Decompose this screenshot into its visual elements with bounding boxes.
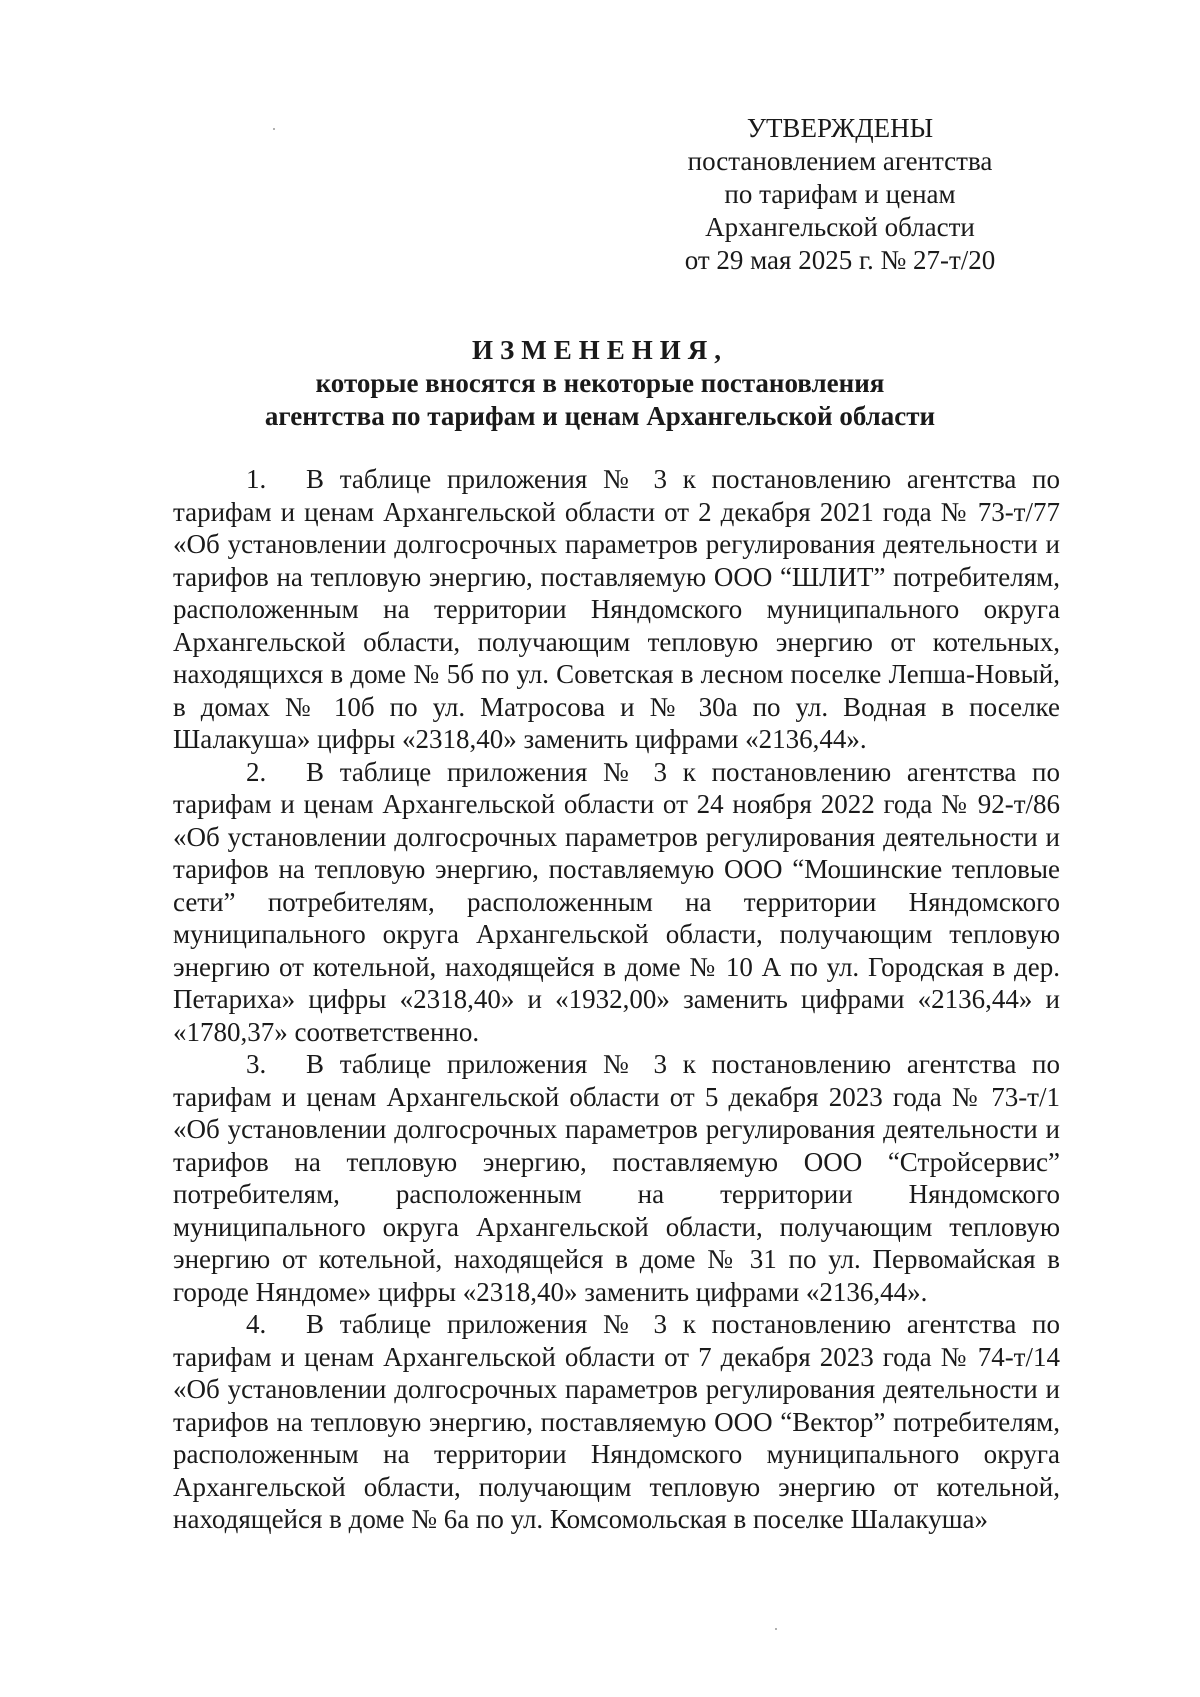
item-number: 2. — [246, 756, 267, 787]
approval-line: Архангельской области — [705, 212, 975, 242]
list-item — [173, 1308, 1060, 1536]
approval-heading: УТВЕРЖДЕНЫ — [746, 113, 934, 143]
title-subtitle: которые вносятся в некоторые постановления — [315, 368, 885, 398]
approval-stamp — [640, 112, 1040, 277]
title-subtitle: агентства по тарифам и ценам Архангельской области — [264, 401, 936, 431]
approval-line: постановлением агентства — [687, 146, 993, 176]
item-number: 4. — [246, 1309, 267, 1339]
item-text: В таблице приложения № 3 к постановлению агентства по тарифам и ценам Архангельской области от 7 декабря 2023 года № 74-т/14 «Об установлении долгосрочных параметров регулирования деятельности и тарифов на тепловую энергию, поставляемую ООО “Вектор” потребителям, расположенным на территории Няндомского муниципального округа Архангельской области, получающим тепловую энергию от котельной, находящейся в доме № 6а по ул. Комсомольская в поселке Шалакуша» — [173, 1309, 1060, 1534]
approval-line: по тарифам и ценам — [724, 179, 956, 209]
item-number: 3. — [246, 1049, 267, 1079]
list-item — [173, 1048, 1060, 1308]
list-item — [173, 463, 1060, 756]
item-number: 1. — [246, 464, 267, 494]
scan-speck — [775, 1628, 777, 1630]
document-body — [173, 463, 1060, 1536]
approval-date-number: от 29 мая 2025 г. № 27-т/20 — [684, 245, 996, 275]
item-text: В таблице приложения № 3 к постановлению агентства по тарифам и ценам Архангельской области от 5 декабря 2023 года № 73-т/1 «Об установлении долгосрочных параметров регулирования деятельности и тарифов на тепловую энергию, поставляемую ООО “Стройсервис” потребителям, расположенным на территории Няндомского муниципального округа Архангельской области, получающим тепловую энергию от котельной, находящейся в доме № 31 по ул. Первомайская в городе Няндоме» цифры «2318,40» заменить цифрами «2136,44». — [173, 1049, 1060, 1307]
scan-speck — [273, 128, 275, 130]
list-item — [173, 756, 1060, 1049]
item-text: В таблице приложения № 3 к постановлению агентства по тарифам и ценам Архангельской области от 24 ноября 2022 года № 92-т/86 «Об установлении долгосрочных параметров регулирования деятельности и тарифов на тепловую энергию, поставляемую ООО “Мошинские тепловые сети” потребителям, расположенным на территории Няндомского муниципального округа Архангельской области, получающим тепловую энергию от котельной, находящейся в доме № 10 А по ул. Городская в дер. Петариха» цифры «2318,40» и «1932,00» заменить цифрами «2136,44» и «1780,37» соответственно. — [173, 756, 1060, 1047]
item-text: В таблице приложения № 3 к постановлению агентства по тарифам и ценам Архангельской области от 2 декабря 2021 года № 73-т/77 «Об установлении долгосрочных параметров регулирования деятельности и тарифов на тепловую энергию, поставляемую ООО “ШЛИТ” потребителям, расположенным на территории Няндомского муниципального округа Архангельской области, получающим тепловую энергию от котельных, находящихся в доме № 5б по ул. Советская в лесном поселке Лепша-Новый, в домах № 10б по ул. Матросова и № 30а по ул. Водная в поселке Шалакуша» цифры «2318,40» заменить цифрами «2136,44». — [173, 464, 1060, 754]
title-main: ИЗМЕНЕНИЯ, — [471, 335, 728, 365]
document-title — [150, 333, 1050, 433]
